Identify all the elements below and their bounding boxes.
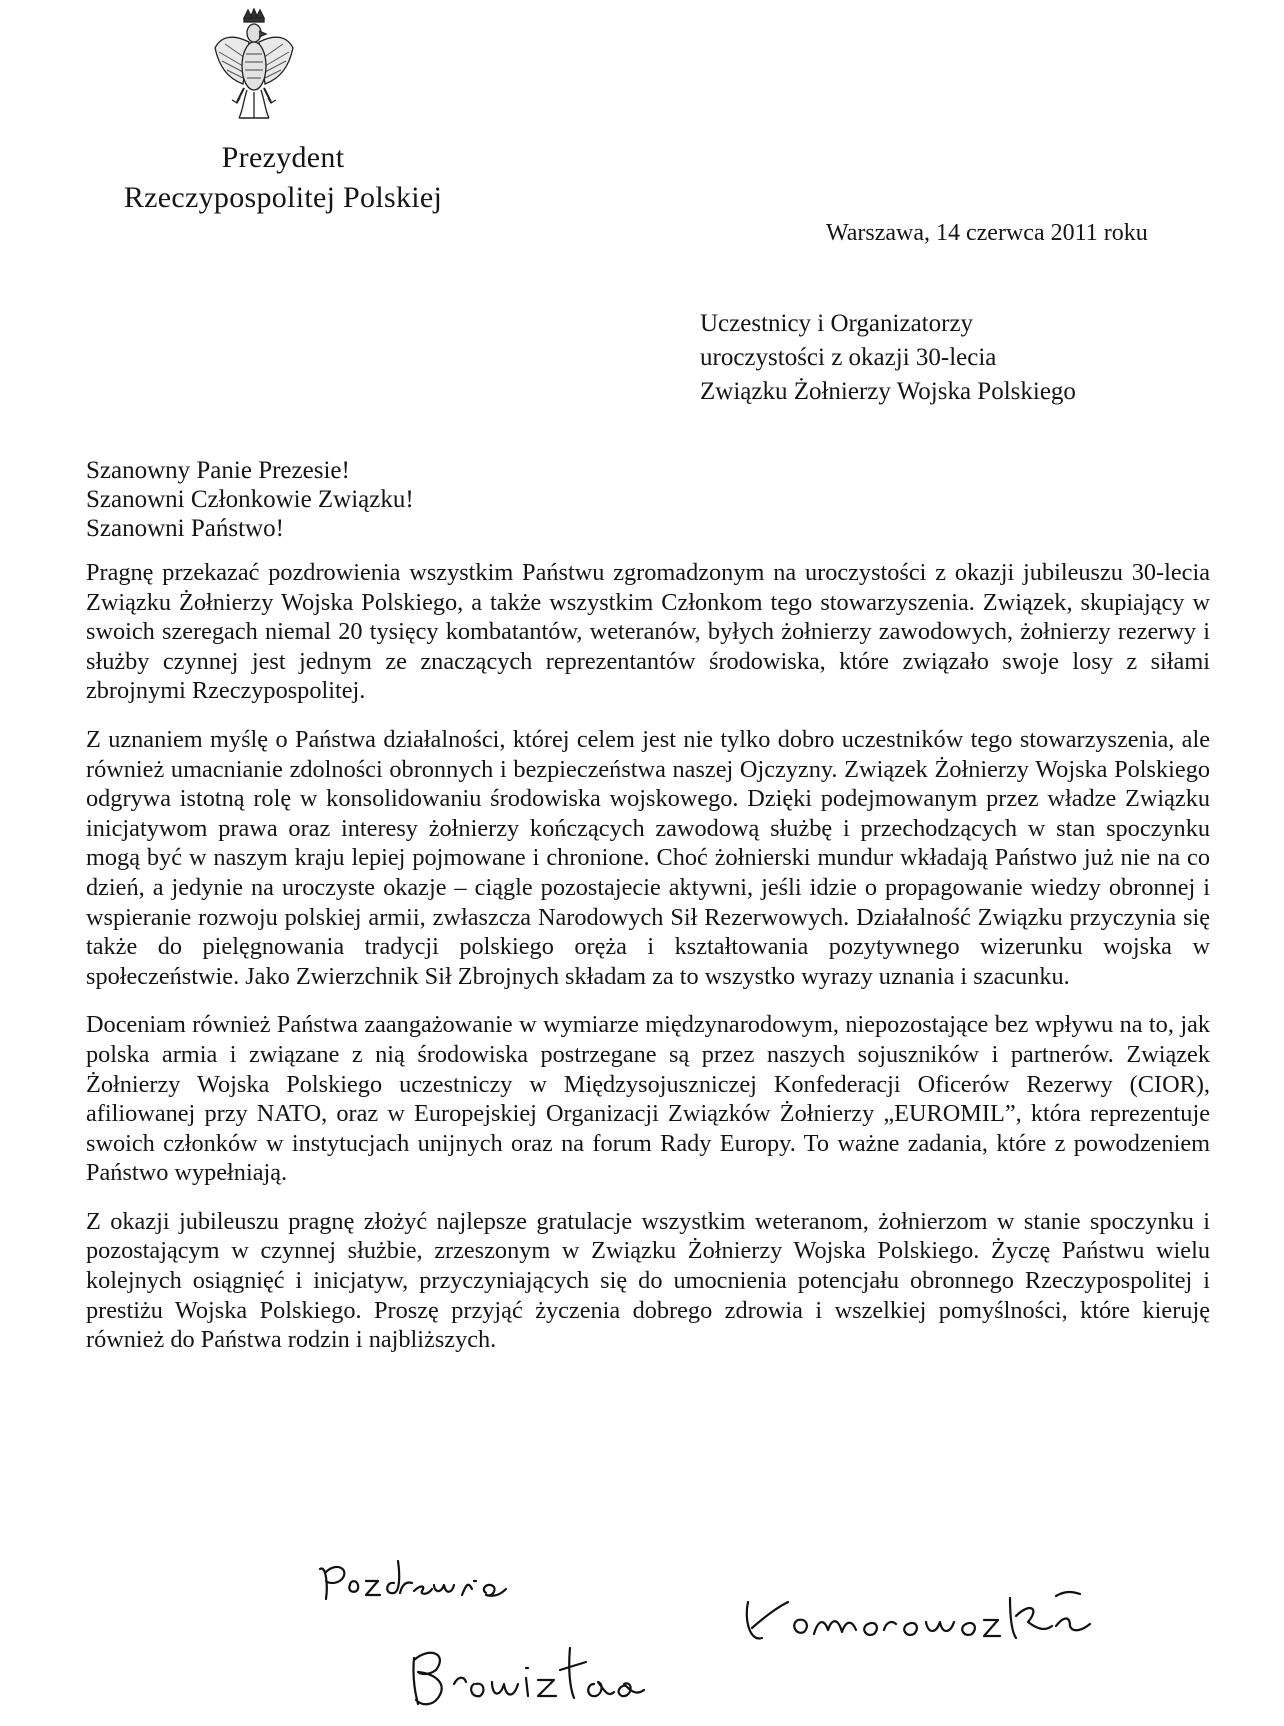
body-paragraph: Z uznaniem myślę o Państwa działalności, której celem jest nie tylko dobro uczestników tego stowarzyszenia, ale również umacnianie zdolności obronnych i bezpieczeństwa naszej Ojczyzny. Związek Żołnierzy Wojska Polskiego odgrywa istotną rolę w konsolidowaniu środowiska wojskowego. Dzięki podejmowanym przez władze Związku inicjatywom prawa oraz interesy żołnierzy kończących zawodową służbę i przechodzących w stan spoczynku mogą być w naszym kraju lepiej pojmowane i chronione. Choć żołnierski mundur wkładają Państwo już nie na co dzień, a jedynie na uroczyste okazje – ciągle pozostajecie aktywni, jeśli idzie o propagowanie wiedzy obronnej i wspieranie rozwoju polskiej armii, zwłaszcza Narodowych Sił Rezerwowych. Działalność Związku przyczynia się także do pielęgnowania tradycji polskiego oręża i kształtowania pozytywnego wizerunku wojska w społeczeństwie. Jako Zwierzchnik Sił Zbrojnych składam za to wszystko wyrazy uznania i szacunku. bbox=[86, 725, 1210, 990]
letter-date: Warszawa, 14 czerwca 2011 roku bbox=[826, 220, 1148, 246]
letterhead-title: Prezydent bbox=[221, 141, 345, 174]
salutation-line: Szanowny Panie Prezesie! bbox=[86, 457, 350, 484]
body-paragraph: Z okazji jubileuszu pragnę złożyć najlepsze gratulacje wszystkim weteranom, żołnierzom w stanie spoczynku i pozostającym w czynnej służbie, zrzeszonym w Związku Żołnierzy Wojska Polskiego. Życzę Państwu wielu kolejnych osiągnięć i inicjatyw, przyczyniających się do umocnienia potencjału obronnego Rzeczypospolitej i prestiżu Wojska Polskiego. Proszę przyjąć życzenia dobrego zdrowia i wszelkiej pomyślności, które kieruję również do Państwa rodzin i najbliższych. bbox=[86, 1207, 1210, 1354]
salutation-line: Szanowni Państwo! bbox=[86, 515, 284, 542]
letter-body bbox=[86, 558, 1210, 1374]
handwritten-greeting bbox=[316, 1555, 591, 1615]
recipient-line: Uczestnicy i Organizatorzy bbox=[700, 310, 974, 337]
polish-eagle-emblem-icon bbox=[213, 8, 295, 120]
signature-first-name bbox=[408, 1640, 720, 1716]
salutation-block bbox=[86, 456, 586, 543]
recipient-line: Związku Żołnierzy Wojska Polskiego bbox=[700, 378, 1076, 405]
salutation-line: Szanowni Członkowie Związku! bbox=[86, 486, 414, 513]
body-paragraph: Pragnę przekazać pozdrowienia wszystkim Państwu zgromadzonym na uroczystości z okazji jubileuszu 30-lecia Związku Żołnierzy Wojska Polskiego, a także wszystkim Członkom tego stowarzyszenia. Związek, skupiający w swoich szeregach niemal 20 tysięcy kombatantów, weteranów, byłych żołnierzy zawodowych, żołnierzy rezerwy i służby czynnej jest jednym ze znaczących reprezentantów środowiska, które związało swoje losy z siłami zbrojnymi Rzeczypospolitej. bbox=[86, 559, 1210, 705]
recipient-line: uroczystości z okazji 30-lecia bbox=[700, 344, 997, 371]
signature-last-name bbox=[740, 1572, 1103, 1654]
recipient-block bbox=[700, 307, 1200, 409]
body-paragraph: Doceniam również Państwa zaangażowanie w wymiarze międzynarodowym, niepozostające bez wpływu na to, jak polska armia i związane z nią środowiska postrzegane są przez naszych sojuszników i partnerów. Związek Żołnierzy Wojska Polskiego uczestniczy w Międzysojuszniczej Konfederacji Oficerów Rezerwy (CIOR), afiliowanej przy NATO, oraz w Europejskiej Organizacji Związków Żołnierzy „EUROMIL”, która reprezentuje swoich członków w instytucjach unijnych oraz na forum Rady Europy. To ważne zadania, które z powodzeniem Państwo wypełniają. bbox=[86, 1011, 1210, 1187]
letterhead-subtitle: Rzeczypospolitej Polskiej bbox=[123, 181, 443, 214]
letterhead bbox=[73, 138, 493, 218]
